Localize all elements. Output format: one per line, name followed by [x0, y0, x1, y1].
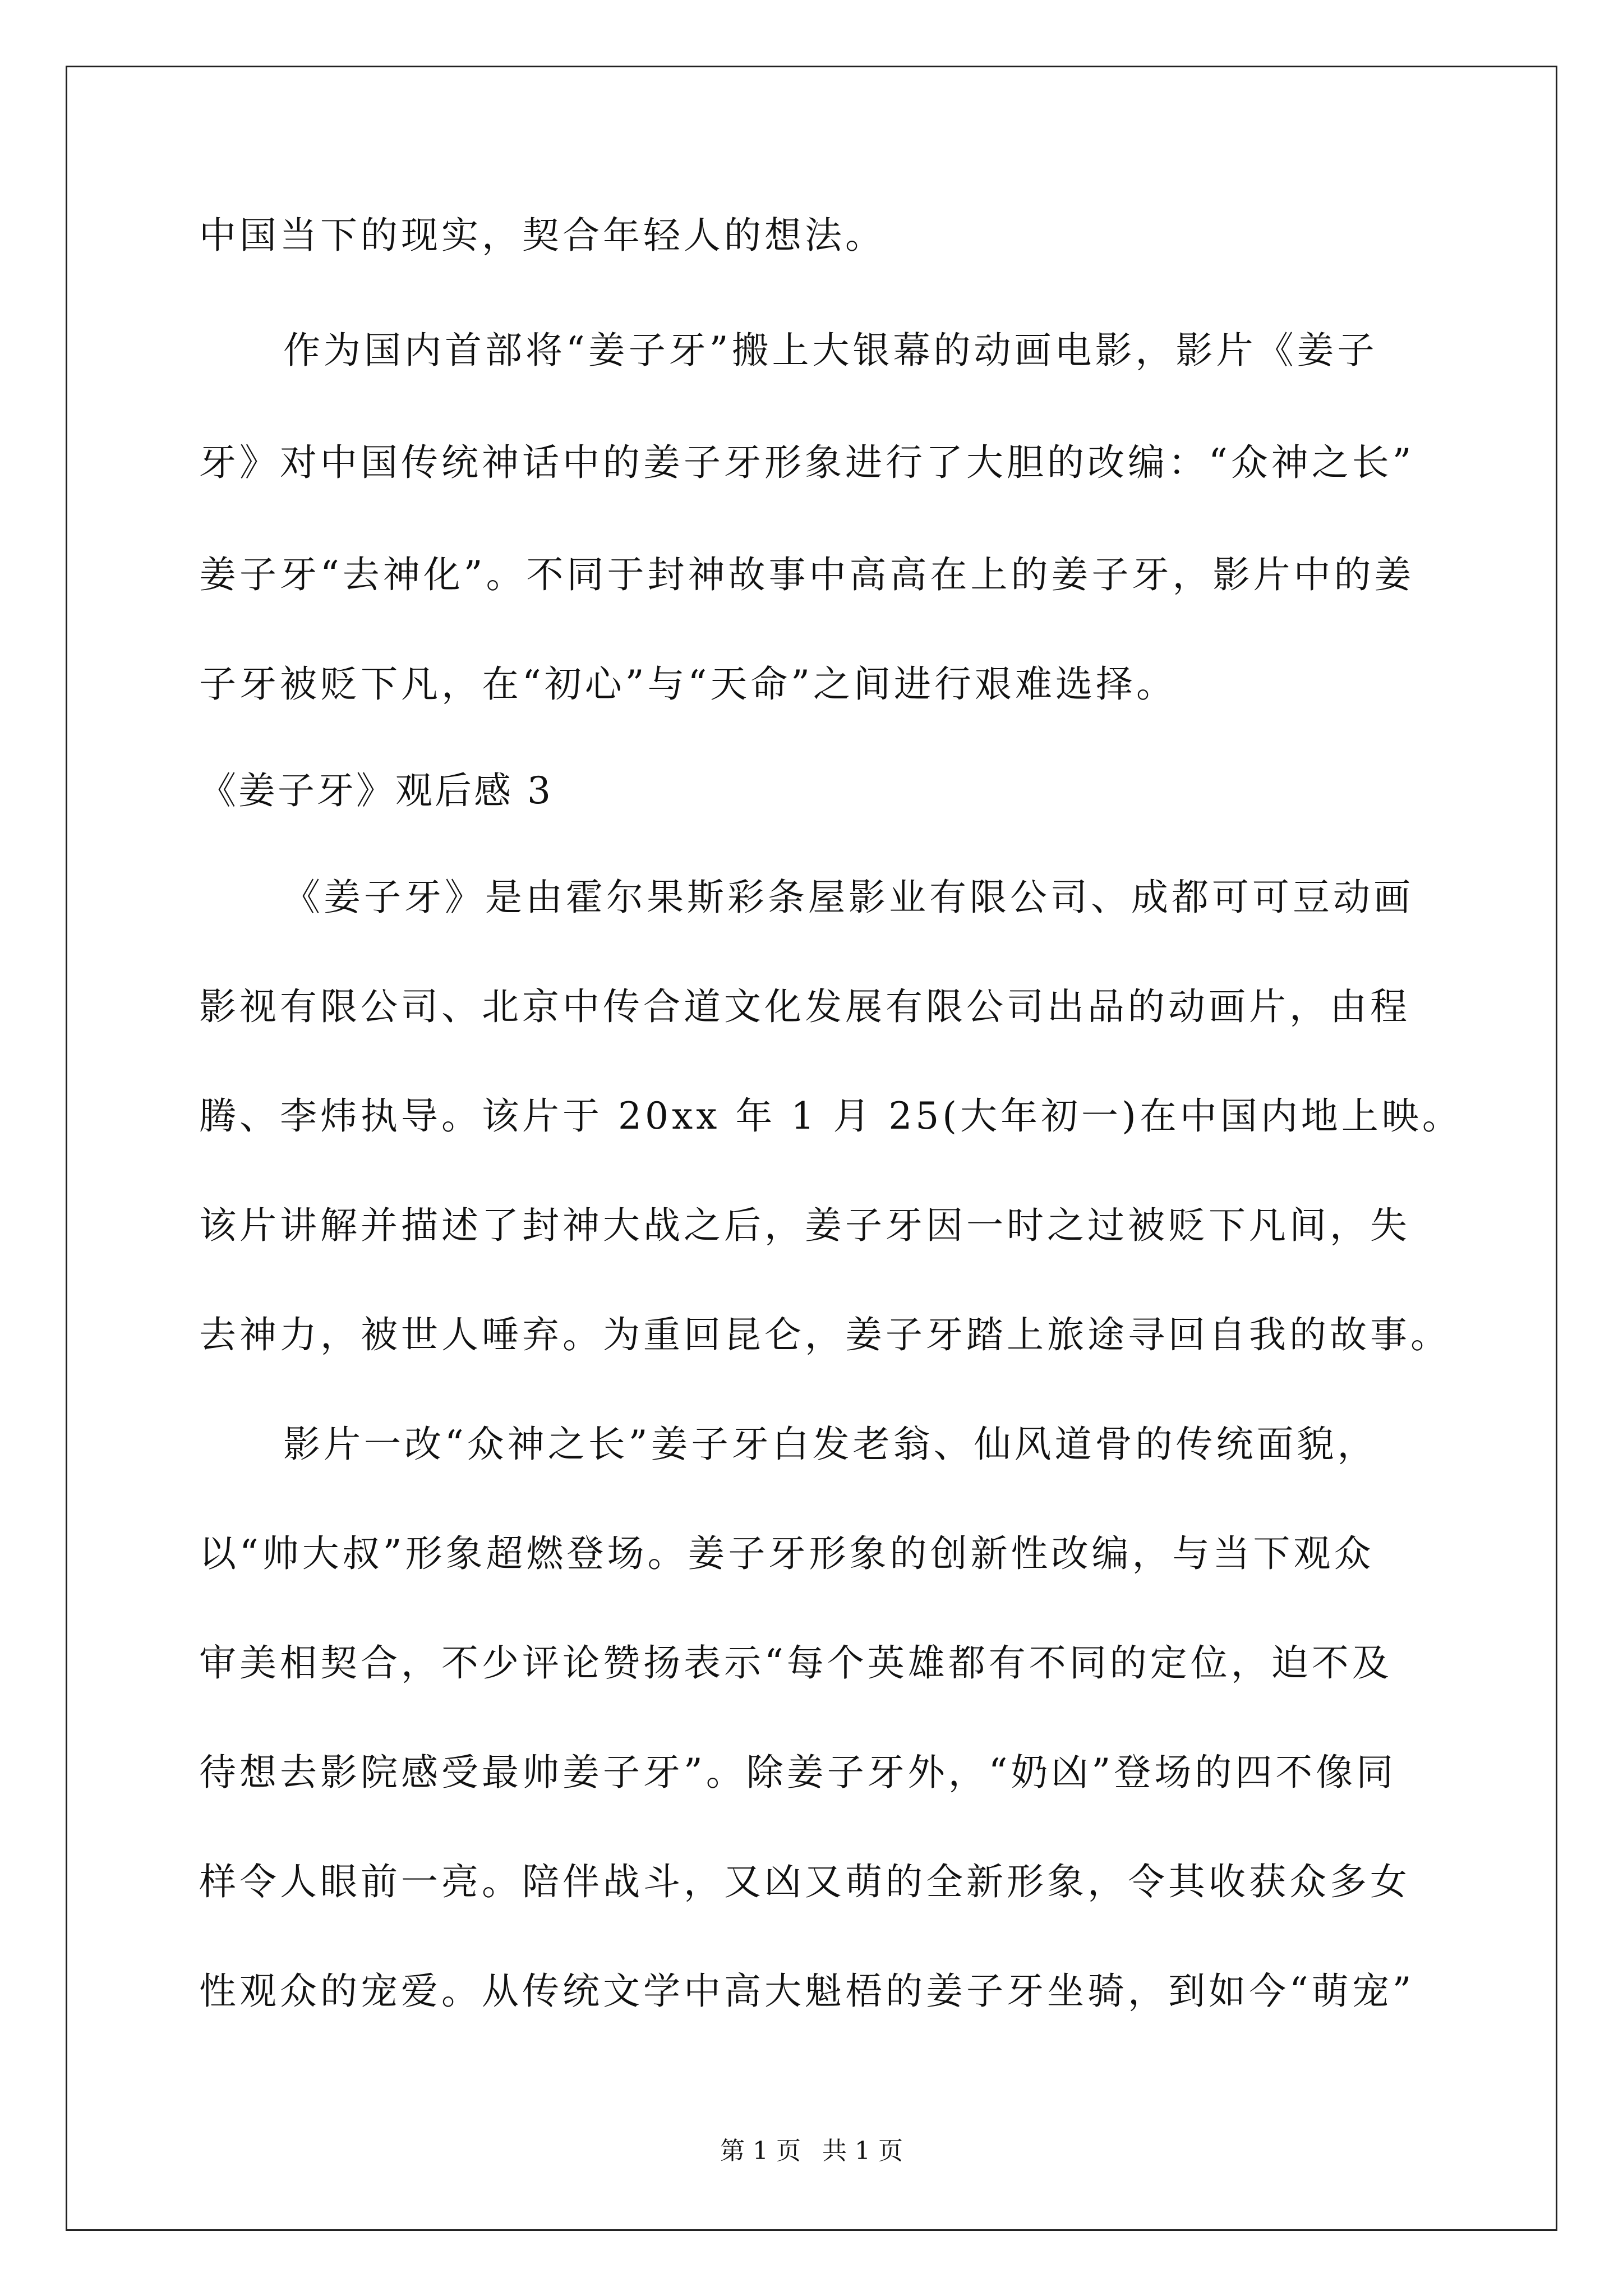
- text-line: 影视有限公司、北京中传合道文化发展有限公司出品的动画片，由程: [199, 985, 1410, 1028]
- text-line: 审美相契合，不少评论赞扬表示“每个英雄都有不同的定位，迫不及: [199, 1641, 1393, 1685]
- section-heading: 《姜子牙》观后感 3: [199, 769, 553, 812]
- text-line: 该片讲解并描述了封神大战之后，姜子牙因一时之过被贬下凡间，失: [199, 1204, 1410, 1247]
- text-line: 腾、李炜执导。该片于 20xx 年 1 月 25(大年初一)在中国内地上映。: [199, 1094, 1463, 1138]
- text-line: 性观众的宠爱。从传统文学中高大魁梧的姜子牙坐骑，到如今“萌宠”: [199, 1970, 1415, 2013]
- text-line: 待想去影院感受最帅姜子牙”。除姜子牙外，“奶凶”登场的四不像同: [199, 1751, 1397, 1794]
- text-line: 去神力，被世人唾弃。为重回昆仑，姜子牙踏上旅途寻回自我的故事。: [199, 1313, 1451, 1356]
- page-number-current: 第 1 页: [720, 2137, 801, 2165]
- page-footer: [0, 2134, 1623, 2168]
- paragraph-start-line: 《姜子牙》是由霍尔果斯彩条屋影业有限公司、成都可可豆动画: [283, 876, 1414, 919]
- text-line: 样令人眼前一亮。陪伴战斗，又凶又萌的全新形象，令其收获众多女: [199, 1860, 1410, 1903]
- text-line: 子牙被贬下凡，在“初心”与“天命”之间进行艰难选择。: [199, 662, 1177, 706]
- text-line: 姜子牙“去神化”。不同于封神故事中高高在上的姜子牙，影片中的姜: [199, 553, 1415, 596]
- page-number-total: 共 1 页: [822, 2137, 903, 2165]
- text-line: 以“帅大叔”形象超燃登场。姜子牙形象的创新性改编，与当下观众: [199, 1532, 1375, 1575]
- text-line: 中国当下的现实，契合年轻人的想法。: [199, 214, 886, 257]
- text-line: 牙》对中国传统神话中的姜子牙形象进行了大胆的改编：“众神之长”: [199, 441, 1415, 484]
- paragraph-start-line: 影片一改“众神之长”姜子牙白发老翁、仙风道骨的传统面貌，: [283, 1423, 1378, 1466]
- paragraph-start-line: 作为国内首部将“姜子牙”搬上大银幕的动画电影，影片《姜子: [283, 329, 1378, 372]
